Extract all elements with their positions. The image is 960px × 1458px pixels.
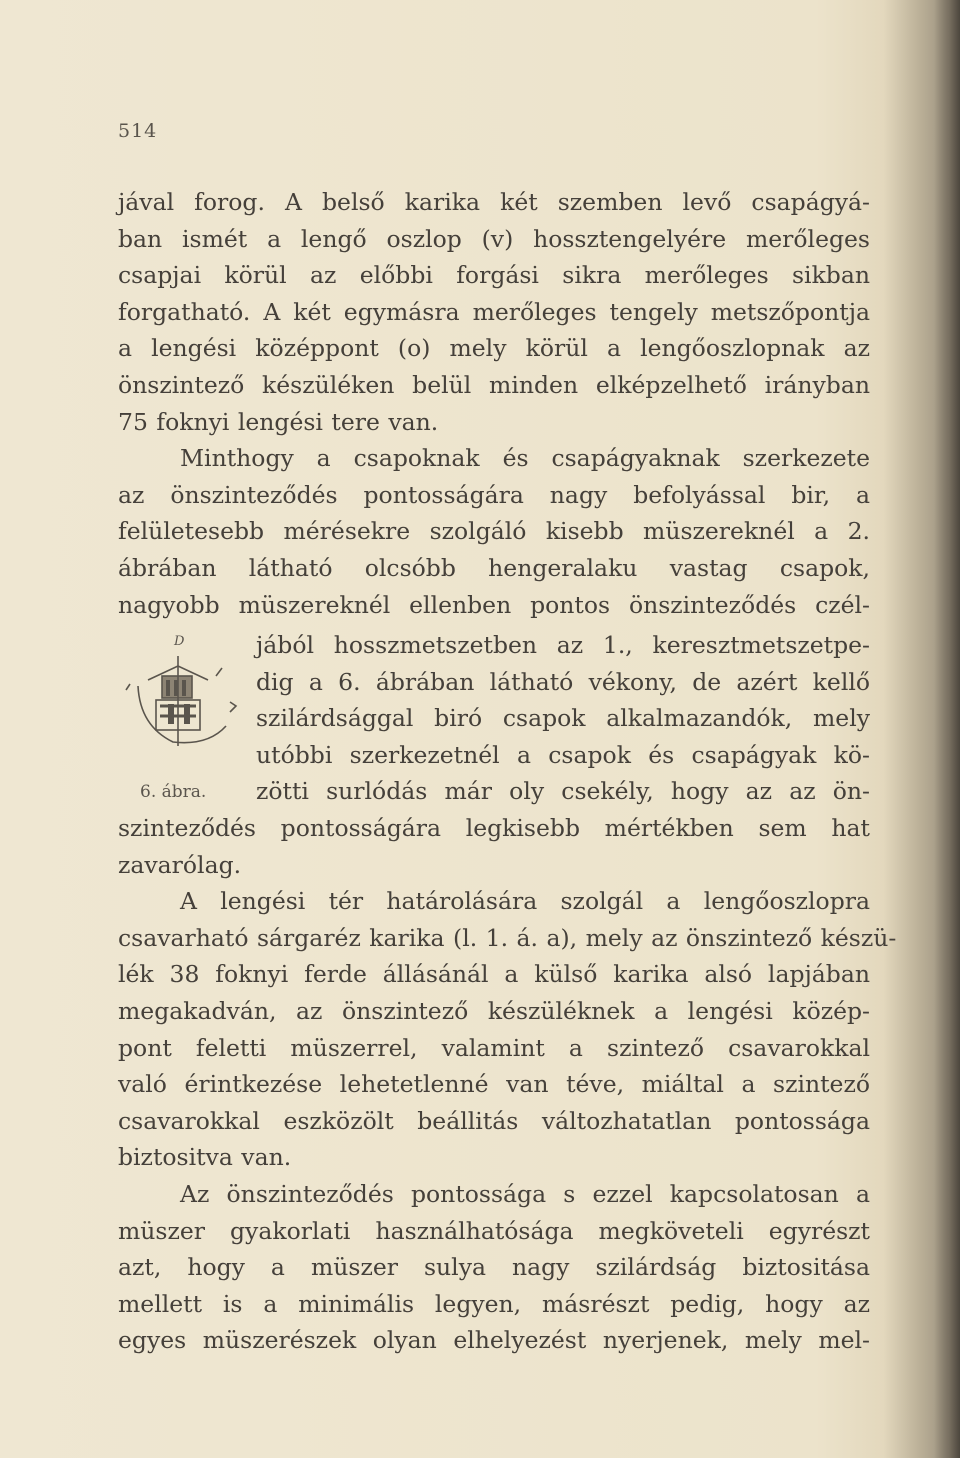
text-line: ban ismét a lengő oszlop (v) hossztengelyére merőleges: [118, 224, 870, 253]
text-line: Minthogy a csapoknak és csapágyaknak szerkezete: [180, 444, 870, 473]
text-line: Az önszinteződés pontossága s ezzel kapcsolatosan a: [180, 1179, 870, 1208]
text-line: zavarólag.: [118, 850, 242, 879]
text-line: jával forog. A belső karika két szemben levő csapágyá-: [118, 188, 870, 216]
text-block-bottom: [118, 810, 897, 1359]
text-line: forgatható. A két egymásra merőleges tengely metszőpontja: [118, 297, 870, 326]
text-line: dig a 6. ábrában látható vékony, de azért kellő: [256, 667, 870, 696]
text-line: mellett is a minimális legyen, másrészt pedig, hogy az: [118, 1289, 870, 1318]
text-line: azt, hogy a müszer sulya nagy szilárdság biztositása: [118, 1253, 870, 1282]
page-edge-shadow: [934, 0, 960, 1458]
text-block-top: [118, 184, 870, 623]
pivot-cross-section-illustration: [118, 646, 248, 776]
text-line: csapjai körül az előbbi forgási sikra merőleges sikban: [118, 261, 870, 290]
text-line: egyes müszerészek olyan elhelyezést nyerjenek, mely mel-: [118, 1326, 870, 1355]
text-block-beside-figure: [256, 627, 870, 810]
text-line: önszintező készüléken belül minden elképzelhető irányban: [118, 370, 870, 399]
text-line: nagyobb müszereknél ellenben pontos önszinteződés czél-: [118, 590, 870, 619]
text-line: a lengési középpont (o) mely körül a lengőoszlopnak az: [118, 334, 870, 363]
text-line: az önszinteződés pontosságára nagy befolyással bir, a: [118, 480, 870, 509]
figure-6: [118, 628, 248, 808]
text-line: felületesebb mérésekre szolgáló kisebb müszereknél a 2.: [118, 517, 870, 546]
text-line: csavarható sárgaréz karika (l. 1. á. a), mely az önszintező készü-: [118, 923, 897, 952]
text-line: pont feletti müszerrel, valamint a szintező csavarokkal: [118, 1033, 870, 1062]
figure-caption: 6. ábra.: [140, 782, 207, 802]
text-line: biztositva van.: [118, 1143, 292, 1172]
figure-label-d: D: [174, 634, 185, 649]
text-line: való érintkezése lehetetlenné van téve, miáltal a szintező: [118, 1070, 870, 1099]
text-line: utóbbi szerkezetnél a csapok és csapágyak kö-: [256, 740, 870, 769]
text-line: lék 38 foknyi ferde állásánál a külső karika alsó lapjában: [118, 960, 870, 989]
text-line: megakadván, az önszintező készüléknek a lengési közép-: [118, 996, 870, 1025]
text-line: A lengési tér határolására szolgál a lengőoszlopra: [180, 887, 870, 916]
text-line: zötti surlódás már oly csekély, hogy az az ön-: [256, 777, 870, 806]
text-line: jából hosszmetszetben az 1., keresztmetszetpe-: [256, 631, 870, 659]
page-number: 514: [118, 120, 158, 142]
text-line: 75 foknyi lengési tere van.: [118, 407, 439, 436]
text-line: szilárdsággal biró csapok alkalmazandók, mely: [256, 704, 870, 733]
text-line: szinteződés pontosságára legkisebb mértékben sem hat: [118, 814, 870, 842]
text-line: ábrában látható olcsóbb hengeralaku vastag csapok,: [118, 553, 870, 582]
text-line: müszer gyakorlati használhatósága megköveteli egyrészt: [118, 1216, 870, 1245]
text-line: csavarokkal eszközölt beállitás változhatatlan pontossága: [118, 1106, 870, 1135]
